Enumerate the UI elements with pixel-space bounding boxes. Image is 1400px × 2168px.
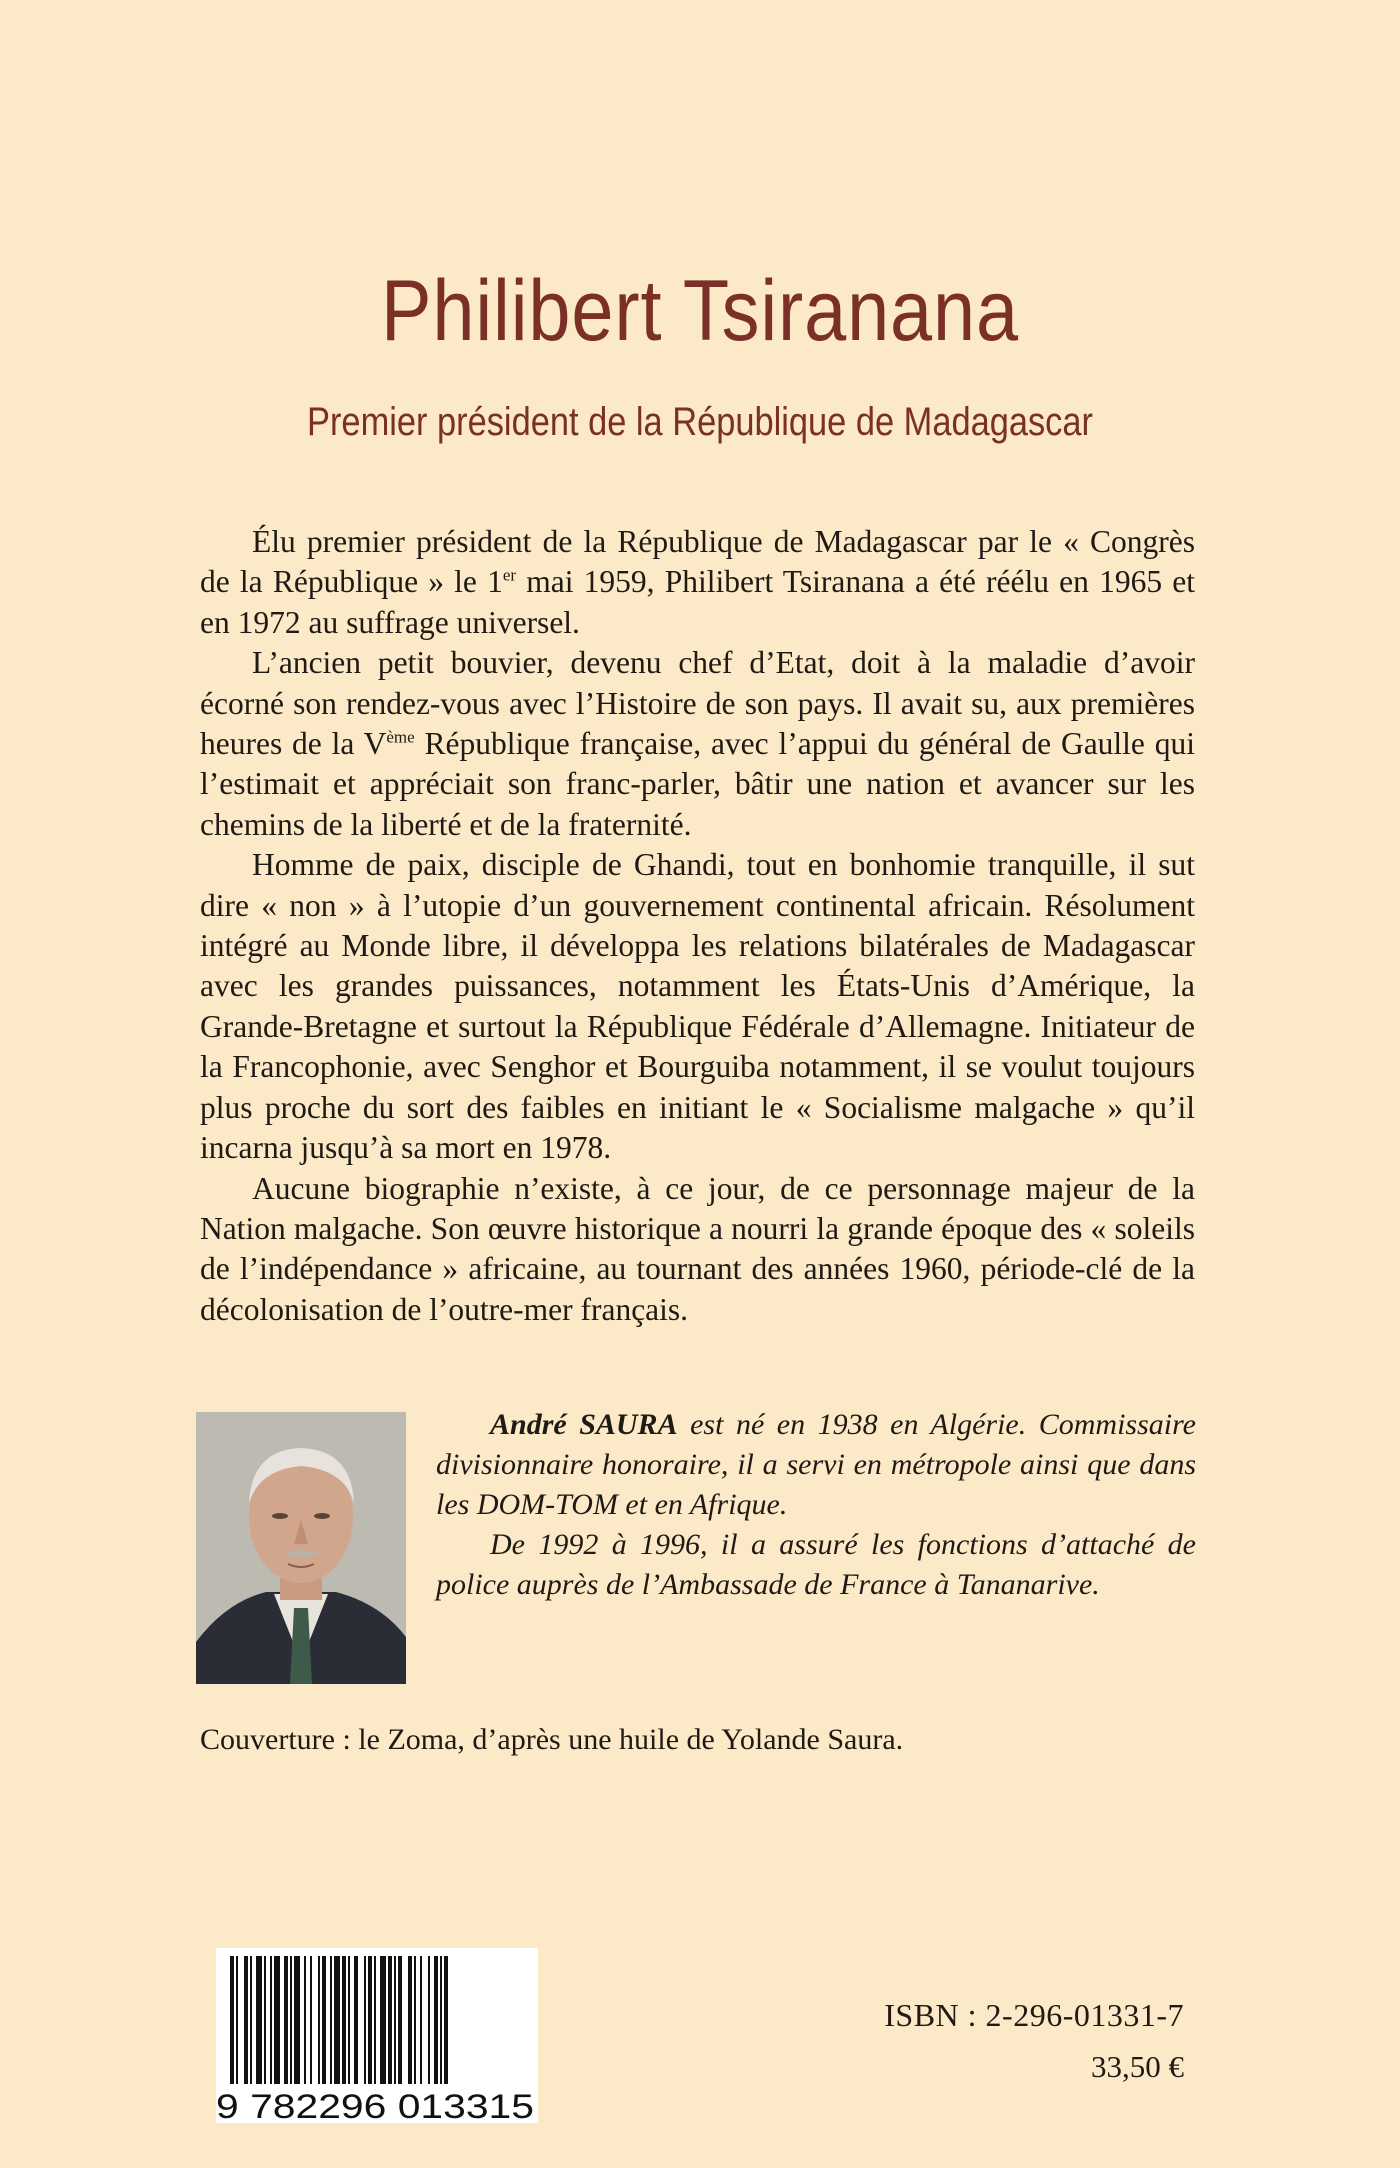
barcode-bar bbox=[428, 1956, 430, 2084]
summary-text-segment: Élu premier président de la République de Madagascar par le « Congrès de la République » le 1 bbox=[200, 524, 1195, 600]
barcode-bar bbox=[244, 1956, 248, 2084]
barcode-digits: 9 782296 013315 bbox=[216, 2088, 534, 2123]
barcode-bar bbox=[284, 1956, 288, 2084]
summary-paragraph: Aucune biographie n’existe, à ce jour, de ce personnage majeur de la Nation malgache. Son œuvre historique a nourri la grande époque des « soleils de l’indépendance » africaine, au tournant des années 1960, période-clé de la décolonisation de l’outre-mer français. bbox=[200, 1170, 1195, 1327]
barcode-bar bbox=[264, 1956, 266, 2084]
barcode-bar bbox=[364, 1956, 366, 2084]
barcode-bar bbox=[444, 1956, 448, 2084]
barcode bbox=[216, 1948, 538, 2123]
barcode-bar bbox=[290, 1956, 292, 2084]
barcode-bar bbox=[394, 1956, 396, 2084]
author-name: André SAURA bbox=[490, 1408, 678, 1441]
isbn-label: ISBN : 2-296-01331-7 bbox=[884, 1997, 1184, 2033]
book-subtitle: Premier président de la République de Madagascar bbox=[307, 400, 1093, 444]
book-title: Philibert Tsiranana bbox=[381, 263, 1019, 359]
author-portrait bbox=[196, 1412, 406, 1684]
barcode-bar bbox=[440, 1956, 442, 2084]
barcode-bar bbox=[236, 1956, 238, 2084]
barcode-bar bbox=[388, 1956, 392, 2084]
barcode-bar bbox=[420, 1956, 422, 2084]
price-label: 33,50 € bbox=[1091, 2049, 1184, 2084]
barcode-bar bbox=[250, 1956, 252, 2084]
summary-paragraph: Homme de paix, disciple de Ghandi, tout en bonhomie tranquille, il sut dire « non » à l’utopie d’un gouvernement continental africain. Résolument intégré au Monde libre, il développa les relations bilatérales de Madagascar avec les grandes puissances, notamment les États-Unis d’Amérique, la Grande-Bretagne et surtout la République Fédérale d’Allemagne. Initiateur de la Francophonie, avec Senghor et Bourguiba notamment, il se voulut toujours plus proche du sort des faibles en initiant le « Socialisme malgache » qu’il incarna jusqu’à sa mort en 1978. bbox=[200, 847, 1195, 1166]
barcode-bar bbox=[414, 1956, 416, 2084]
barcode-bar bbox=[330, 1956, 332, 2084]
author-bio-text: est né en 1938 en Algérie. Commissaire divisionnaire honoraire, il a servi en métropole ainsi que dans les DOM-TOM et en Afrique. bbox=[436, 1408, 1196, 1521]
cover-credit: Couverture : le Zoma, d’après une huile de Yolande Saura. bbox=[200, 1723, 904, 1756]
barcode-bar bbox=[408, 1956, 412, 2084]
barcode-bar bbox=[334, 1956, 340, 2084]
barcode-bar bbox=[322, 1956, 326, 2084]
barcode-bar bbox=[256, 1956, 262, 2084]
summary-text-segment: L’ancien petit bouvier, devenu chef d’Etat, doit à la maladie d’avoir écorné son rendez-vous avec l’Histoire de son pays. Il avait su, aux premières heures de la V bbox=[200, 645, 1195, 762]
summary-text-segment: mai 1959, Philibert Tsiranana a été réélu en 1965 et en 1972 au suffrage universel. bbox=[200, 564, 1195, 640]
barcode-bar bbox=[304, 1956, 306, 2084]
barcode-bar bbox=[342, 1956, 346, 2084]
barcode-bar bbox=[380, 1956, 386, 2084]
barcode-bar bbox=[270, 1956, 272, 2084]
barcode-bar bbox=[374, 1956, 376, 2084]
summary-paragraph bbox=[200, 522, 1195, 643]
summary-text bbox=[200, 522, 1195, 1330]
ordinal-superscript: er bbox=[502, 565, 517, 585]
barcode-bar bbox=[348, 1956, 350, 2084]
summary-text-segment: République française, avec l’appui du général de Gaulle qui l’estimait et appréciait son franc-parler, bâtir une nation et avancer sur les chemins de la liberté et de la fraternité. bbox=[200, 726, 1195, 842]
author-bio-paragraph bbox=[436, 1405, 1196, 1525]
barcode-bar bbox=[230, 1956, 234, 2084]
barcode-bar bbox=[434, 1956, 438, 2084]
author-bio bbox=[436, 1405, 1196, 1605]
barcode-bar bbox=[310, 1956, 312, 2084]
barcode-bar bbox=[274, 1956, 280, 2084]
author-bio-paragraph: De 1992 à 1996, il a assuré les fonctions d’attaché de police auprès de l’Ambassade de France à Tananarive. bbox=[436, 1528, 1196, 1601]
ordinal-superscript: ème bbox=[386, 727, 415, 747]
barcode-bar bbox=[368, 1956, 372, 2084]
barcode-bar bbox=[398, 1956, 402, 2084]
barcode-bar bbox=[354, 1956, 358, 2084]
barcode-bar bbox=[294, 1956, 300, 2084]
barcode-bar bbox=[318, 1956, 320, 2084]
summary-paragraph bbox=[200, 643, 1195, 845]
